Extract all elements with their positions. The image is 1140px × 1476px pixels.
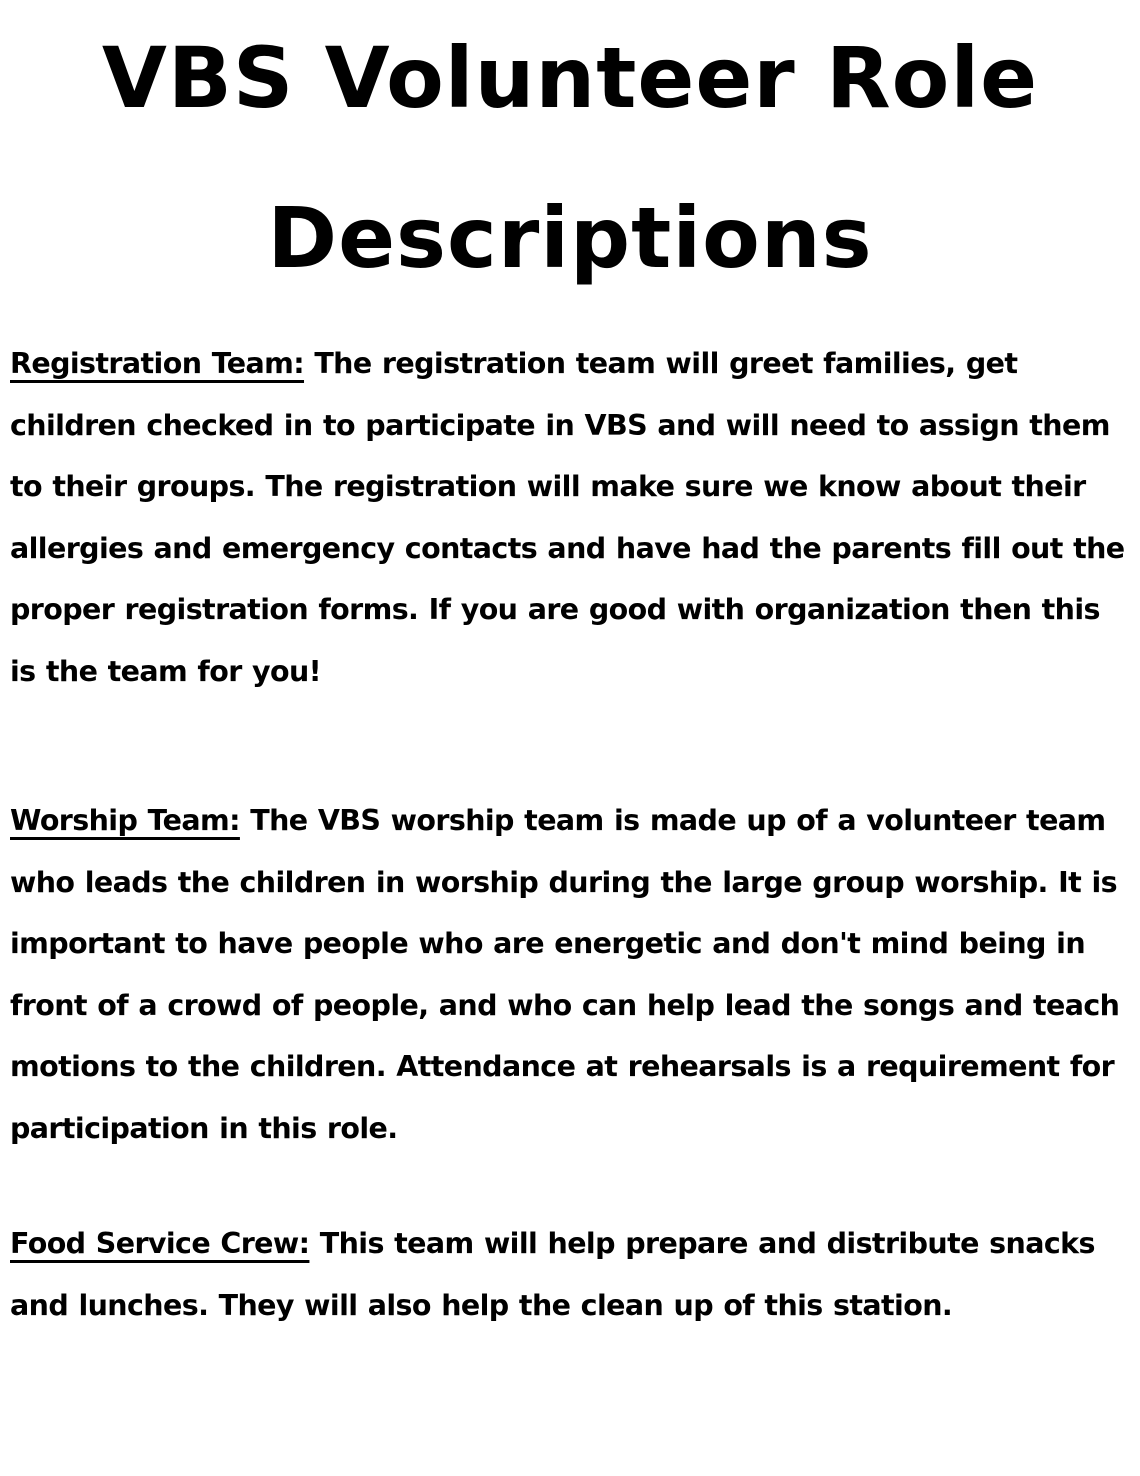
food-service-crew-section [10, 1213, 1134, 1336]
page-title-line-2: Descriptions [267, 189, 873, 287]
food-service-crew-description: This team will help prepare and distribute snacks and lunches. They will also help the clean up of this station. [10, 1227, 1095, 1322]
worship-team-heading: Worship Team: [10, 804, 240, 837]
registration-team-heading: Registration Team: [10, 347, 305, 380]
worship-team-description: The VBS worship team is made up of a volunteer team who leads the children in worship during the large group worship. It is important to have people who are energetic and don't mind being in front of a crowd of people, and who can help lead the songs and teach motions to the children. Attendance at rehearsals is a requirement for participation in this role. [10, 804, 1120, 1145]
page-title-line-1: VBS Volunteer Role [101, 29, 1039, 127]
worship-team-section [10, 790, 1134, 1159]
registration-team-section [10, 333, 1134, 702]
registration-team-description: The registration team will greet families, get children checked in to participate in VBS and will need to assign them to their groups. The registration will make sure we know about their allergies and emergency contacts and have had the parents fill out the proper registration forms. If you are good with organization then this is the team for you! [10, 347, 1125, 688]
food-service-crew-heading: Food Service Crew: [10, 1227, 310, 1260]
